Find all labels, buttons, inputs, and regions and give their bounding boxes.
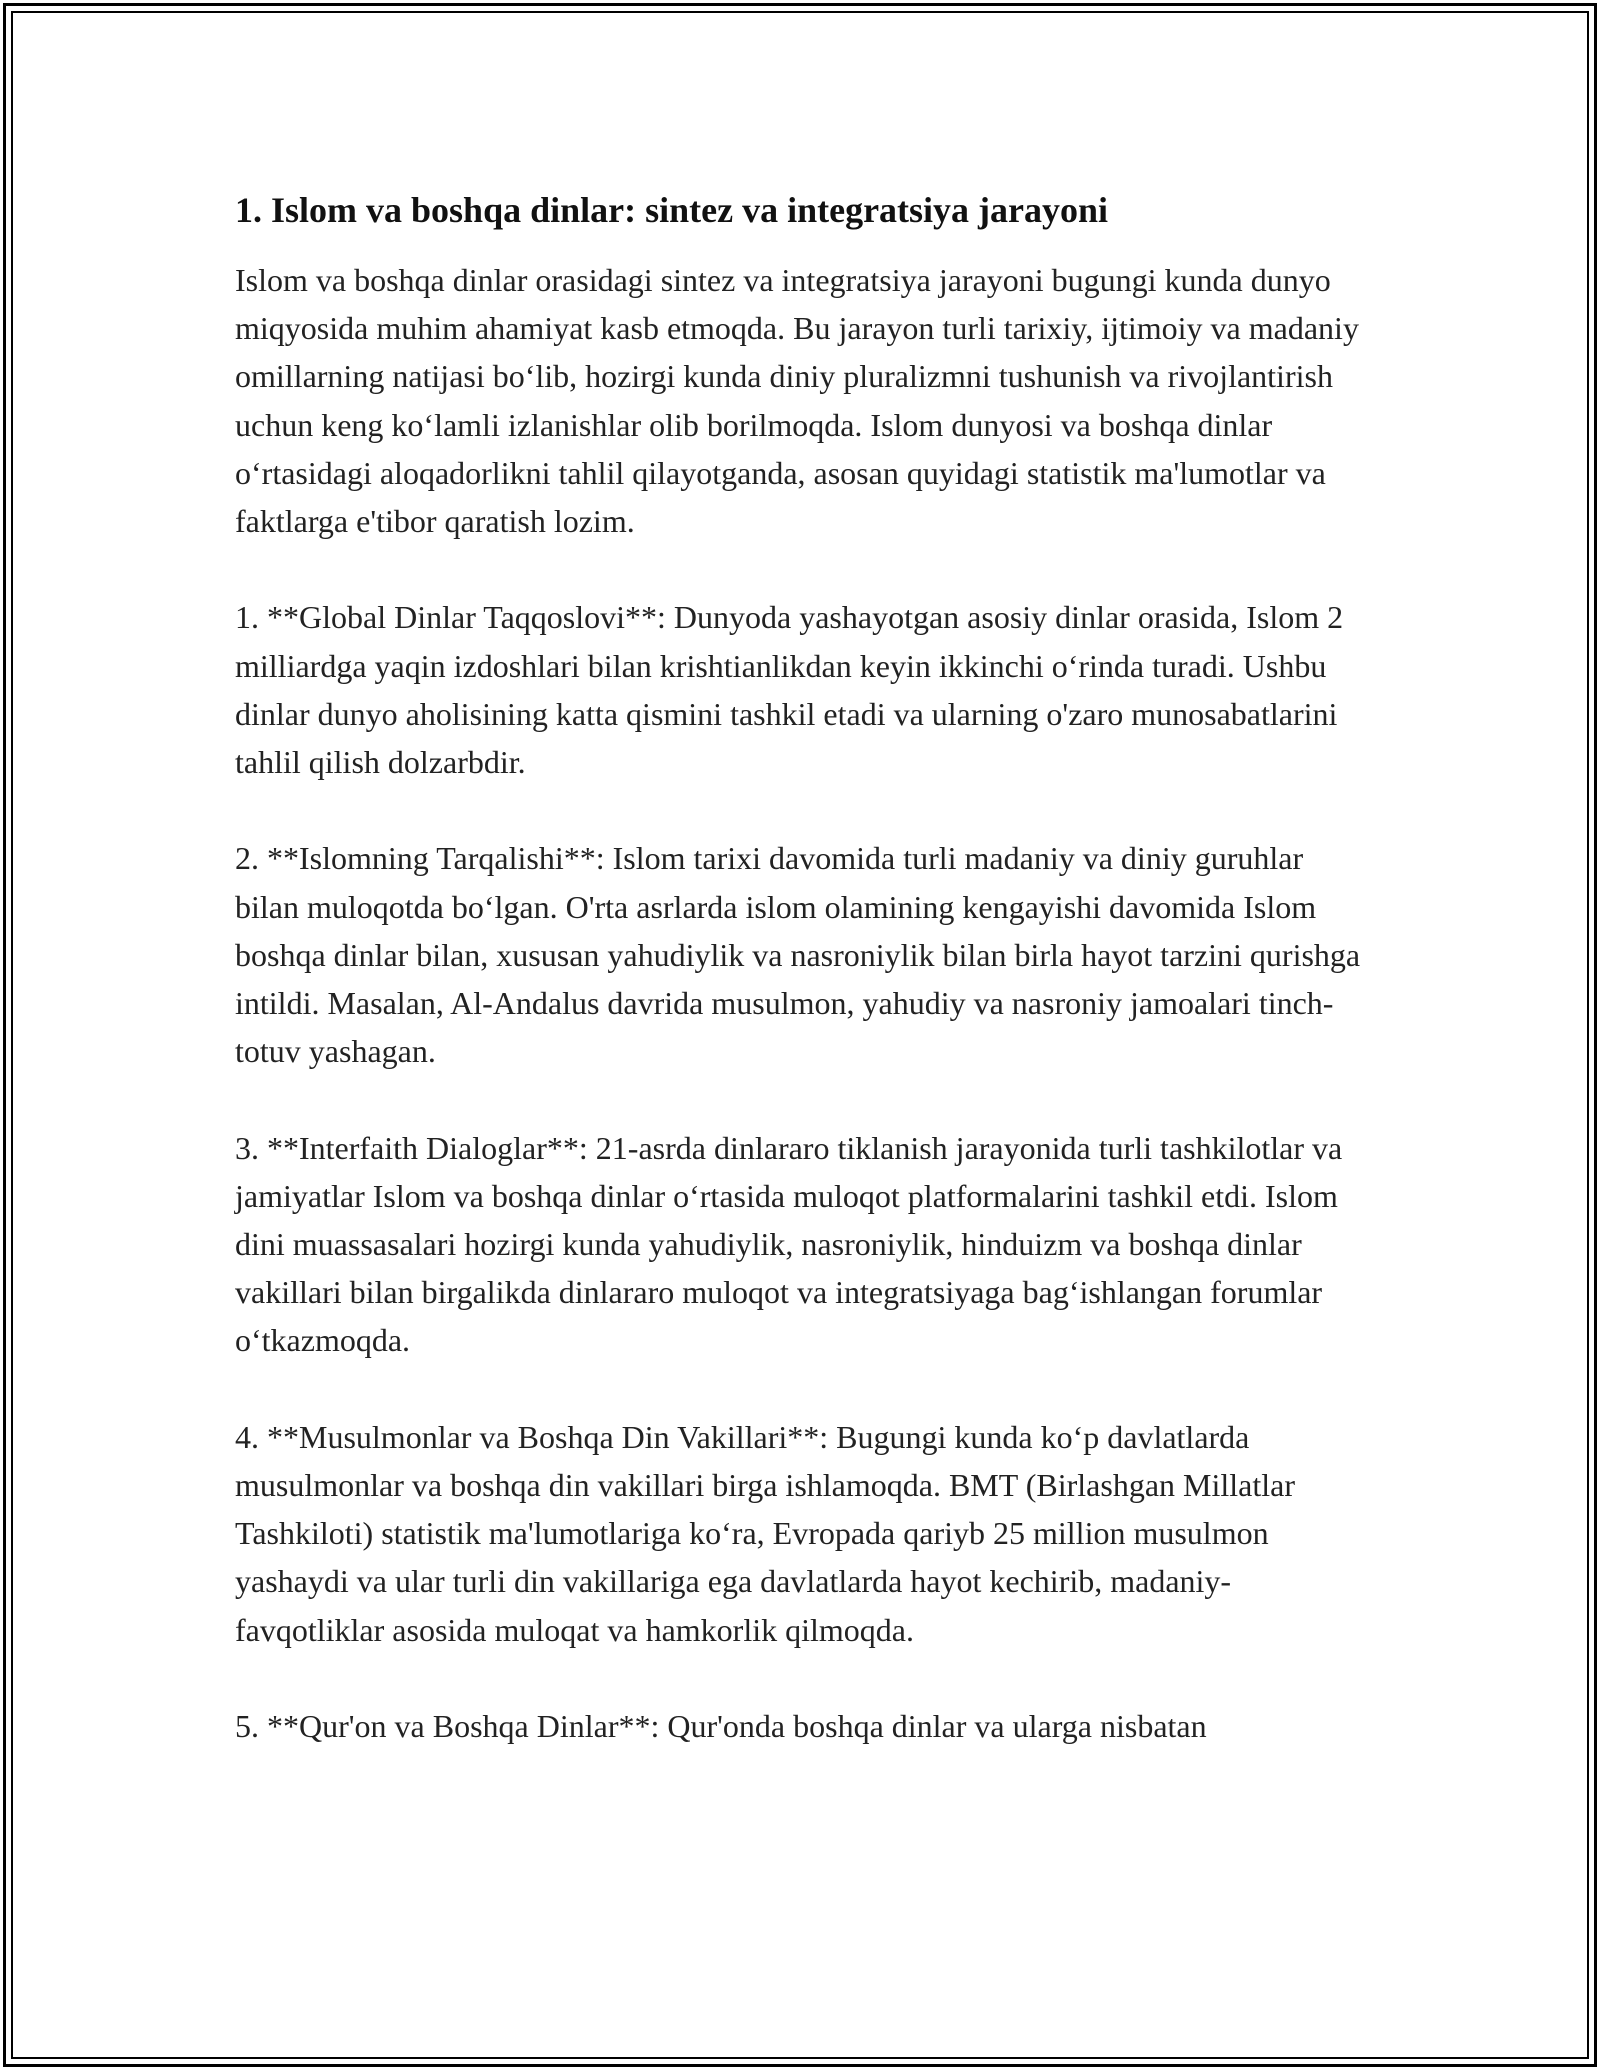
list-item-interfaith-dialogues: 3. **Interfaith Dialoglar**: 21-asrda dinlararo tiklanish jarayonida turli tashkilotlar va jamiyatlar Islom va boshqa dinlar o‘rtasida muloqot platformalarini tashkil etdi. Islom dini muassasalari hozirgi kunda yahudiylik, nasroniylik, hinduizm va boshqa dinlar vakillari bilan birgalikda dinlararo muloqot va integratsiyaga bag‘ishlangan forumlar o‘tkazmoqda. bbox=[235, 1129, 1343, 1359]
list-item-quran-and-religions: 5. **Qur'on va Boshqa Dinlar**: Qur'onda boshqa dinlar va ularga nisbatan bbox=[235, 1708, 1207, 1745]
intro-paragraph: Islom va boshqa dinlar orasidagi sintez va integratsiya jarayoni bugungi kunda dunyo miqyosida muhim ahamiyat kasb etmoqda. Bu jarayon turli tarixiy, ijtimoiy va madaniy omillarning natijasi bo‘lib, hozirgi kunda diniy pluralizmni tushunish va rivojlantirish uchun keng ko‘lamli izlanishlar olib borilmoqda. Islom dunyosi va boshqa dinlar o‘rtasidagi aloqadorlikni tahlil qilayotganda, asosan quyidagi statistik ma'lumotlar va faktlarga e'tibor qaratish lozim. bbox=[235, 262, 1359, 540]
list-item-global-religions: 1. **Global Dinlar Taqqoslovi**: Dunyoda yashayotgan asosiy dinlar orasida, Islom 2 milliardga yaqin izdoshlari bilan krishtianlikdan keyin ikkinchi o‘rinda turadi. Ushbu dinlar dunyo aholisining katta qismini tashkil etadi va ularning o'zaro munosabatlarini tahlil qilish dolzarbdir. bbox=[235, 599, 1344, 781]
document-body bbox=[235, 186, 1375, 1750]
list-item-muslims-and-others: 4. **Musulmonlar va Boshqa Din Vakillari**: Bugungi kunda ko‘p davlatlarda musulmonlar va boshqa din vakillari birga ishlamoqda. BMT (Birlashgan Millatlar Tashkiloti) statistik ma'lumotlariga ko‘ra, Evropada qariyb 25 million musulmon yashaydi va ular turli din vakillariga ega davlatlarda hayot kechirib, madaniy-favqotliklar asosida muloqat va hamkorlik qilmoqda. bbox=[235, 1418, 1295, 1648]
document-title: 1. Islom va boshqa dinlar: sintez va integratsiya jarayoni bbox=[235, 190, 1109, 230]
list-item-spread-of-islam: 2. **Islomning Tarqalishi**: Islom tarixi davomida turli madaniy va diniy guruhlar bilan muloqotda bo‘lgan. O'rta asrlarda islom olamining kengayishi davomida Islom boshqa dinlar bilan, xususan yahudiylik va nasroniylik bilan birla hayot tarzini qurishga intildi. Masalan, Al-Andalus davrida musulmon, yahudiy va nasroniy jamoalari tinch-totuv yashagan. bbox=[235, 840, 1361, 1070]
